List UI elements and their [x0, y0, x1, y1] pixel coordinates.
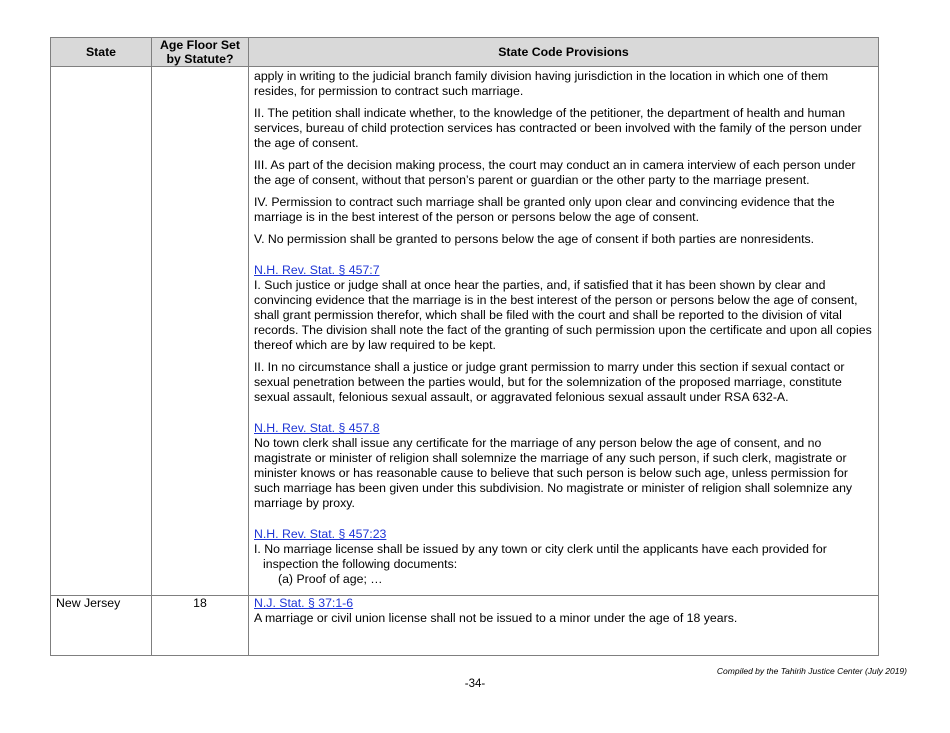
- state-cell: [51, 67, 152, 596]
- age-cell: [152, 67, 249, 596]
- provisions-cell: [249, 596, 879, 656]
- footer-credit: Compiled by the Tahirih Justice Center (July 2019): [716, 666, 907, 676]
- provision-text: I. No marriage license shall be issued by any town or city clerk until the applicants have each provided for: [254, 542, 827, 556]
- age-cell: 18: [152, 596, 249, 656]
- header-provisions: State Code Provisions: [249, 38, 879, 67]
- provision-text: I. Such justice or judge shall at once hear the parties, and, if satisfied that it has been shown by clear and convincing evidence that the marriage is in the best interest of the person or persons below the age of consent, shall grant permission therefor, which shall be filed with the court and shall be reported to the division of vital records. The division shall note the fact of the granting of such permission upon the certificate and upon all copies thereof which are by law required to be kept.: [254, 278, 872, 352]
- state-cell: New Jersey: [51, 596, 152, 656]
- provision-text: II. In no circumstance shall a justice or judge grant permission to marry under this section if sexual contact or sexual penetration between the parties would, but for the solemnization of the proposed marriage, constitute sexual assault, felonious sexual assault, or aggravated felonious sexual assault under RSA 632-A.: [254, 360, 845, 404]
- statute-link-457-7[interactable]: N.H. Rev. Stat. § 457:7: [254, 263, 380, 277]
- provision-text: V. No permission shall be granted to persons below the age of consent if both parties are nonresidents.: [254, 232, 815, 246]
- header-age-floor: Age Floor Set by Statute?: [152, 38, 249, 67]
- provision-text: IV. Permission to contract such marriage shall be granted only upon clear and convincing evidence that the marriage is in the best interest of the person or persons below the age of consent.: [254, 195, 835, 224]
- provision-text: II. The petition shall indicate whether, to the knowledge of the petitioner, the department of health and human services, bureau of child protection services has contracted or been involved with the family of the person under the age of consent.: [254, 106, 862, 150]
- table-row: [51, 67, 879, 596]
- provision-text: (a) Proof of age; …: [278, 572, 383, 586]
- state-provisions-table: [50, 37, 879, 656]
- statute-link-457-23[interactable]: N.H. Rev. Stat. § 457:23: [254, 527, 387, 541]
- provision-text: No town clerk shall issue any certificate for the marriage of any person below the age of consent, and no magistrate or minister of religion shall solemnize the marriage of any such person, if such clerk, magistrate or minister knows or has reasonable cause to believe that such person is below such age, unless permission for such marriage has been given under this subdivision. No magistrate or minister of religion shall solemnize any marriage by proxy.: [254, 436, 853, 510]
- statute-link-37-1-6[interactable]: N.J. Stat. § 37:1-6: [254, 596, 354, 610]
- provision-text: inspection the following documents:: [263, 557, 458, 571]
- provisions-cell: [249, 67, 879, 596]
- table-row: [51, 596, 879, 656]
- header-state: State: [51, 38, 152, 67]
- statute-link-457-8[interactable]: N.H. Rev. Stat. § 457.8: [254, 421, 380, 435]
- page-number: -34-: [464, 678, 486, 690]
- provision-text: III. As part of the decision making process, the court may conduct an in camera interview of each person under the age of consent, without that person’s parent or guardian or the other party to the marriage present.: [254, 158, 856, 187]
- provision-text: apply in writing to the judicial branch family division having jurisdiction in the location in which one of them resides, for permission to contract such marriage.: [254, 69, 829, 98]
- table-header-row: [51, 38, 879, 67]
- provision-text: A marriage or civil union license shall not be issued to a minor under the age of 18 years.: [254, 611, 738, 625]
